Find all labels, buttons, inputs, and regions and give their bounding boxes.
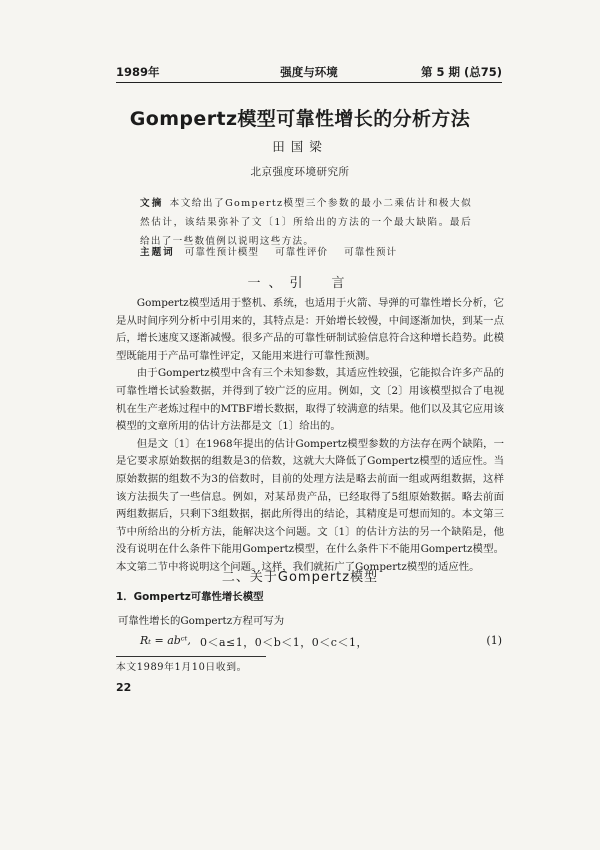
body-paragraph: Gompertz模型适用于整机、系统，也适用于火箭、导弹的可靠性增长分析，它是从时间序列分析中引用来的，其特点是：开始增长较慢，中间逐渐加快，到某一点后，增长速度又逐渐减慢。很多产品的可靠性研制试验信息符合这种增长趋势。此模型既能用于产品可靠性评定，又能用来进行可靠性预测。 — [116, 297, 504, 362]
abstract-label: 文摘 — [140, 198, 164, 209]
subsection-heading: 1．Gompertz可靠性增长模型 — [116, 591, 264, 603]
abstract — [140, 194, 472, 251]
author-affiliation: 北京强度环境研究所 — [250, 166, 350, 178]
equation-intro: 可靠性增长的Gompertz方程可写为 — [118, 615, 285, 627]
equation-number: (1) — [486, 634, 502, 647]
keywords-label: 主题词 — [140, 247, 175, 258]
page-number: 22 — [116, 681, 132, 694]
author-name: 田国梁 — [272, 139, 328, 154]
keywords — [140, 244, 480, 258]
abstract-text: 本文给出了Gompertz模型三个参数的最小二乘估计和极大似然估计，该结果弥补了文〔1〕所给出的方法的一个最大缺陷。最后给出了一些数值例以说明这些方法。 — [140, 198, 473, 247]
introduction-body — [116, 295, 504, 577]
section-heading-introduction: 一、引 言 — [247, 276, 353, 291]
equation-formula: Rₜ = abᶜᵗ, — [140, 634, 191, 647]
equation-1 — [140, 634, 502, 652]
body-paragraph: 由于Gompertz模型中含有三个未知参数，其适应性较强，它能拟合许多产品的可靠性增长试验数据，并得到了较广泛的应用。例如，文〔2〕用该模型拟合了电视机在生产老炼过程中的MTBF增长数据，取得了较满意的结果。他们以及其它应用该模型的文章所用的估计方法都是文〔1〕给出的。 — [116, 367, 504, 433]
running-head-issue: 第 5 期 (总75) — [420, 65, 502, 79]
running-head-year: 1989年 — [116, 65, 160, 79]
paper-title: Gompertz模型可靠性增长的分析方法 — [129, 108, 471, 130]
body-paragraph: 但是文〔1〕在1968年提出的估计Gompertz模型参数的方法存在两个缺陷，一是它要求原始数据的组数是3的倍数，这就大大降低了Gompertz模型的适应性。当原始数据的组数不为3的倍数时，目前的处理方法是略去前面一组或两组数据，这样该方法损失了一些信息。例如，对某昂贵产品，已经取得了5组原始数据。略去前面两组数据后，只剩下3组数据，据此所得出的结论，其精度是可想而知的。本文第三节中所给出的分析方法，能解决这个问题。文〔1〕的估计方法的另一个缺陷是，他没有说明在什么条件下能用Gompertz模型，在什么条件下不能用Gompertz模型。本文第二节中将说明这个问题。这样，我们就拓广了Gompertz模型的适应性。 — [116, 437, 504, 573]
equation-conditions: 0＜a≤1，0＜b＜1，0＜c＜1， — [200, 636, 368, 649]
section-heading-gompertz-model: 二、关于Gompertz模型 — [221, 570, 379, 585]
running-head-journal: 强度与环境 — [280, 65, 338, 79]
keyword-item: 可靠性预计 — [344, 247, 398, 258]
keyword-item: 可靠性预计模型 — [184, 247, 259, 258]
footnote-rule — [116, 656, 266, 657]
running-head — [116, 64, 502, 80]
header-rule — [116, 82, 502, 83]
footnote: 本文1989年1月10日收到。 — [116, 662, 248, 673]
keyword-item: 可靠性评价 — [275, 247, 329, 258]
